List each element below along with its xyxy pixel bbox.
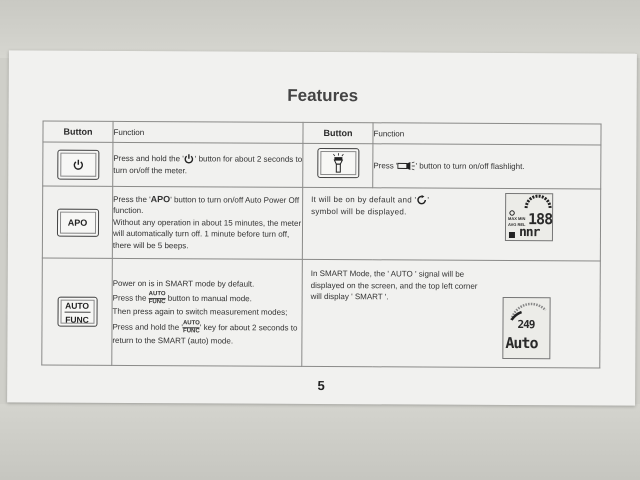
smart-mode-line2a: Press the (112, 293, 147, 303)
background-bottom (0, 404, 640, 480)
manual-page (7, 50, 637, 405)
lcd-mode-auto: Auto (505, 333, 538, 353)
function-cell-smart-display (302, 259, 601, 368)
flashlight-button-key (317, 148, 359, 178)
button-cell (43, 142, 113, 186)
header-button-right: Button (303, 122, 373, 143)
lcd-display-apo (505, 193, 553, 241)
table-header-row (43, 121, 601, 145)
apo-description-detail: Without any operation in about 15 minutes, the meter will automatically turn off. 1 minute before turn off, there will be 5 beeps. (112, 217, 302, 251)
smart-mode-line4 (112, 320, 301, 347)
smart-mode-line4b: ' key for about 2 seconds to return to the SMART (auto) mode. (112, 322, 298, 346)
power-icon (184, 154, 195, 165)
apo-label: APO (150, 193, 171, 204)
auto-func-inline-key (149, 291, 166, 306)
header-function-right: Function (373, 123, 601, 145)
function-cell (112, 258, 303, 366)
apo-display-text-part1: It will be on by default and ' (311, 194, 417, 205)
button-cell (42, 186, 112, 258)
smart-mode-line1: Power on is in SMART mode by default. (112, 278, 255, 289)
function-cell (112, 186, 302, 259)
flashlight-text-part1: Press ' (373, 161, 398, 171)
lcd-label-avg-rel: AVG REL (508, 221, 526, 228)
frac-bottom: FUNC (148, 299, 166, 306)
header-function-left: Function (113, 121, 303, 143)
smart-mode-line2 (113, 291, 302, 307)
apo-text-part2: ' button to turn on/off Auto Power Off function. (113, 194, 300, 216)
power-text-part1: Press and hold the ' (113, 153, 184, 164)
auto-func-inline-key (183, 320, 200, 335)
apo-text-part1: Press the ' (113, 194, 151, 204)
page-title: Features (287, 85, 359, 106)
header-button-left: Button (43, 121, 113, 142)
button-cell (42, 258, 113, 365)
button-cell (303, 143, 373, 187)
function-cell (113, 142, 303, 187)
table-row (42, 186, 600, 261)
lcd-bottom-digits: nnr (518, 225, 540, 241)
flashlight-icon (398, 162, 416, 171)
power-icon (72, 159, 84, 171)
apo-button-key: APO (56, 208, 98, 236)
smart-mode-display-text: In SMART Mode, the ' AUTO ' signal will be displayed on the screen, and the top left corner will display ' SMART '. (310, 268, 478, 302)
smart-mode-line2b: button to manual mode. (167, 294, 252, 304)
flashlight-icon (330, 152, 346, 174)
auto-key-label: AUTO (64, 299, 90, 312)
apo-description (113, 194, 302, 218)
apo-display-text (303, 194, 439, 218)
auto-power-off-icon (416, 195, 427, 206)
table-row (43, 142, 601, 189)
smart-mode-line3: Then press again to switch measurement modes; (112, 307, 288, 318)
function-cell (373, 144, 601, 189)
page-number: 5 (317, 377, 325, 394)
auto-func-button-key (57, 296, 97, 326)
frac-top: AUTO (182, 320, 200, 327)
func-key-label: FUNC (65, 314, 89, 325)
flashlight-text-part2: ' button to turn on/off flashlight. (415, 161, 525, 171)
lcd-digits: 188 (528, 210, 553, 229)
frac-bottom: FUNC (183, 328, 200, 335)
lcd-reading: 249 (517, 318, 535, 332)
table-row (42, 258, 601, 368)
features-table (41, 121, 601, 369)
lcd-label-max-min: MAX MIN (508, 215, 526, 222)
smart-mode-line4a: Press and hold the ' (112, 322, 183, 332)
background-top (0, 0, 640, 58)
power-button-key (57, 149, 99, 179)
apo-display-text-part2: ' symbol will be displayed. (311, 195, 430, 216)
function-cell-apo-display (302, 187, 600, 261)
power-text-part2: ' button for about 2 seconds to turn on/off the meter. (113, 154, 303, 175)
lcd-display-smart (502, 297, 550, 359)
frac-top: AUTO (148, 291, 166, 298)
